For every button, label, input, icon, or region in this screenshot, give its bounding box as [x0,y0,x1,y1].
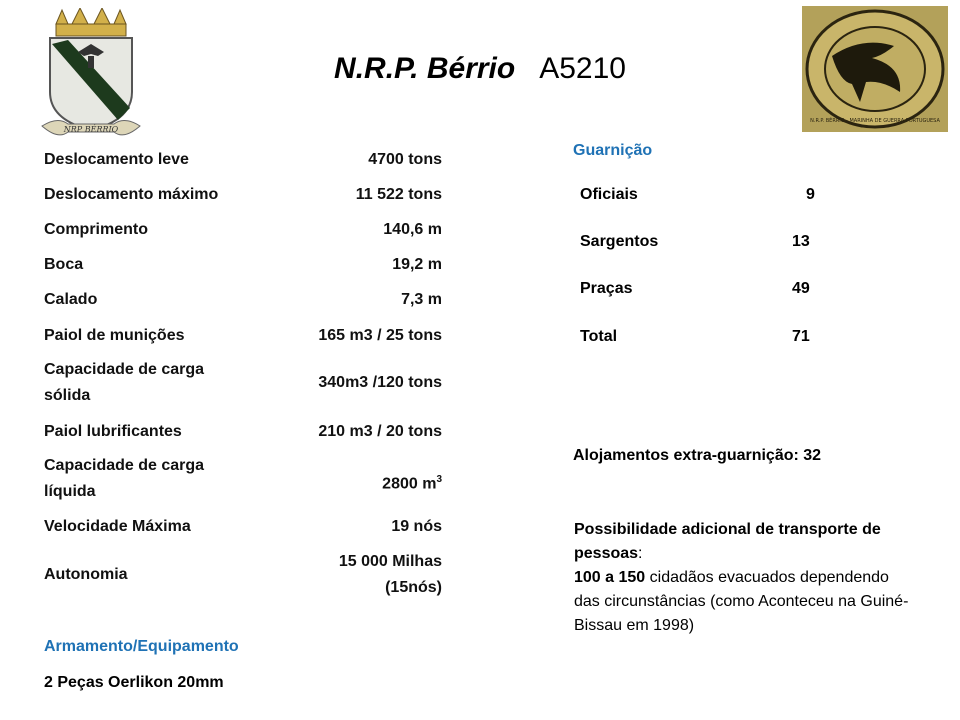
crown-icon [56,8,126,36]
spec-row: Comprimento 140,6 m [44,221,442,238]
spec-row: Velocidade Máxima 19 nós [44,518,442,535]
crew-heading: Guarnição [573,142,653,159]
navy-seal-logo [802,6,948,132]
spec-row: Boca 19,2 m [44,256,442,273]
spec-row: Paiol de munições 165 m3 / 25 tons [44,327,442,344]
spec-row: Deslocamento máximo 11 522 tons [44,186,442,203]
transport-text: Possibilidade adicional de transporte de pessoas: 100 a 150 cidadãos evacuados dependendo das circunstâncias (como Aconteceu na Guiné-Bissau em 1998) [574,521,909,634]
spec-row: Capacidade de carga sólida 340m3 /120 tons [44,361,442,404]
armament-heading: Armamento/Equipamento [44,638,239,655]
svg-text:N.R.P. BÉRRIO · MARINHA DE GUE: N.R.P. BÉRRIO · MARINHA DE GUERRA PORTUGUESA [810,118,940,124]
transport-heading: Possibilidade adicional de transporte de pessoas [574,521,881,562]
spec-row: Calado 7,3 m [44,291,442,308]
spec-row: Autonomia 15 000 Milhas (15nós) [44,553,442,596]
armament-item: 2 Peças Oerlikon 20mm [44,674,224,691]
transport-count: 100 a 150 [574,569,646,586]
lodging-text: Alojamentos extra-guarnição: 32 [573,447,822,464]
transport-description: cidadãos evacuados dependendo das circunstâncias (como Aconteceu na Guiné-Bissau em 1998) [574,569,909,634]
ship-name: N.R.P. Bérrio [334,52,516,85]
spec-row: Deslocamento leve 4700 tons [44,151,442,168]
pennant-number: A5210 [539,52,626,85]
svg-text:NRP BÉRRIO: NRP BÉRRIO [63,125,119,134]
spec-row: Capacidade de carga líquida 2800 $m^3$ [44,457,442,500]
spec-row: Paiol lubrificantes 210 m3 / 20 tons [44,423,442,440]
